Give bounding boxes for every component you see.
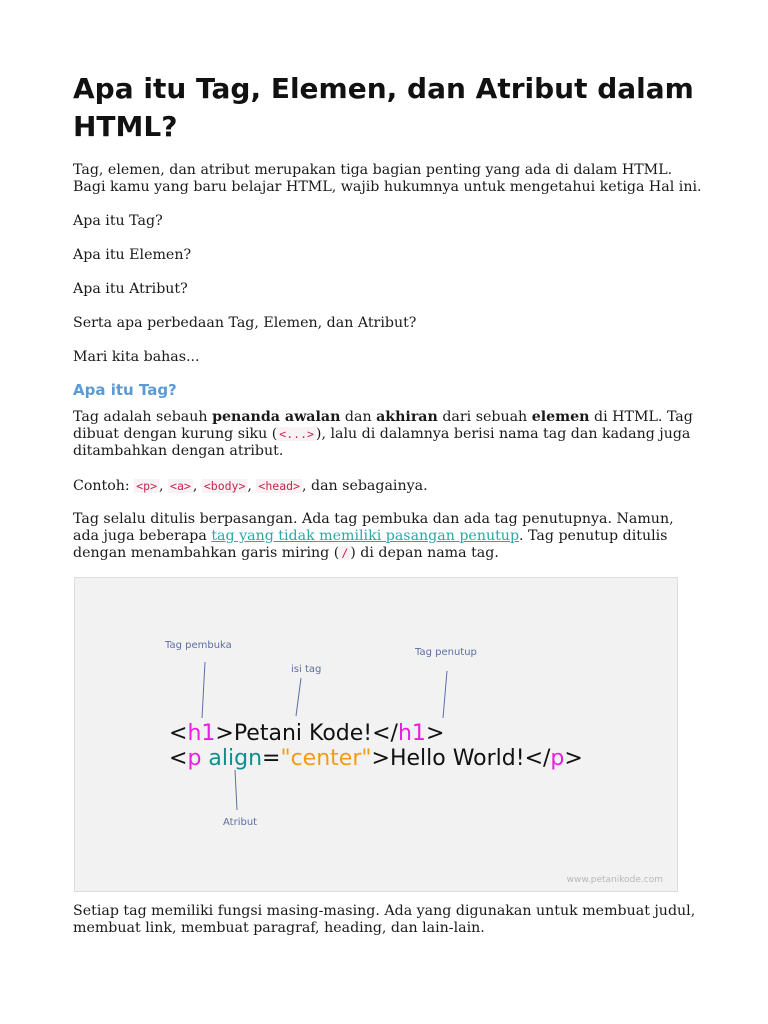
element-content: Petani Kode! (233, 721, 373, 746)
closing-angle-close: > (564, 746, 583, 771)
closing-tag-name-p: p (550, 746, 565, 771)
label-tag-penutup: Tag penutup (415, 647, 477, 658)
pair-paragraph (73, 511, 703, 562)
angle-close: > (371, 746, 390, 771)
question-tag: Apa itu Tag? (73, 213, 163, 229)
inline-code-a: <a> (170, 479, 191, 493)
code-line-h1 (169, 721, 444, 746)
inline-code: <...> (279, 427, 314, 441)
inline-code-head: <head> (258, 479, 300, 493)
closing-tag-name-h1: h1 (397, 721, 426, 746)
closing-angle-open: </ (372, 721, 398, 746)
text: di HTML. Tag dibuat dengan kurung siku ( (73, 409, 693, 442)
tag-diagram (75, 578, 679, 893)
bold-penanda-awalan: penanda awalan (212, 409, 341, 425)
lets-discuss: Mari kita bahas... (73, 349, 200, 365)
pointer-line-content (296, 678, 301, 716)
text: ), lalu di dalamnya berisi nama tag dan kadang juga ditambahkan dengan atribut. (73, 426, 691, 459)
equals-sign: = (262, 746, 281, 771)
separator: , (247, 478, 257, 494)
separator: , (192, 478, 202, 494)
outro-paragraph: Setiap tag memiliki fungsi masing-masing. Ada yang digunakan untuk membuat judul, membuat link, membuat paragraf, heading, dan lain-lain. (73, 903, 696, 936)
pointer-line-open (202, 662, 205, 718)
text: . Tag penutup ditulis dengan menambahkan garis miring ( (73, 528, 668, 561)
pointer-line-attr (235, 770, 237, 810)
text: , dan sebagainya. (301, 478, 428, 494)
tag-diagram-figure (74, 577, 678, 892)
attribute-name: align (208, 746, 263, 771)
text: Contoh: (73, 478, 135, 494)
angle-open: < (169, 721, 188, 746)
label-isi-tag: isi tag (291, 664, 322, 675)
watermark: www.petanikode.com (566, 875, 663, 885)
page-title: Apa itu Tag, Elemen, dan Atribut dalam HTML? (73, 72, 694, 143)
inline-code-slash: / (341, 546, 349, 560)
angle-close: > (215, 721, 234, 746)
inline-code-p: <p> (136, 479, 157, 493)
label-tag-pembuka: Tag pembuka (165, 640, 232, 651)
closing-angle-close: > (425, 721, 445, 746)
bold-akhiran: akhiran (376, 409, 438, 425)
element-content: Hello World! (389, 746, 525, 771)
tag-name-h1: h1 (187, 721, 216, 746)
question-elemen: Apa itu Elemen? (73, 247, 192, 263)
text: ) di depan nama tag. (350, 545, 499, 561)
attribute-value: "center" (280, 746, 372, 771)
separator: , (159, 478, 169, 494)
bold-elemen: elemen (531, 409, 590, 425)
section-heading: Apa itu Tag? (73, 381, 177, 399)
intro-paragraph: Tag, elemen, dan atribut merupakan tiga bagian penting yang ada di dalam HTML. Bagi kamu yang baru belajar HTML, wajib hukumnya untuk mengetahui ketiga Hal ini. (73, 162, 702, 195)
example-paragraph (73, 478, 703, 495)
question-atribut: Apa itu Atribut? (73, 281, 188, 297)
closing-angle-open: </ (524, 746, 551, 771)
question-perbedaan: Serta apa perbedaan Tag, Elemen, dan Atribut? (73, 315, 417, 331)
text: Tag selalu ditulis berpasangan. Ada tag pembuka dan ada tag penutupnya. Namun, ada juga beberapa (73, 511, 674, 544)
tag-name-p: p (187, 746, 202, 771)
unpaired-tags-link[interactable]: tag yang tidak memiliki pasangan penutup (211, 528, 520, 544)
angle-open: < (169, 746, 188, 771)
text: dari sebuah (437, 409, 532, 425)
text: dan (340, 409, 377, 425)
pointer-line-close (443, 671, 447, 718)
text: Tag adalah sebauh (73, 409, 213, 425)
inline-code-body: <body> (203, 479, 246, 493)
tag-definition-paragraph (73, 409, 703, 460)
space (201, 746, 208, 771)
label-atribut: Atribut (223, 817, 258, 828)
code-line-p (169, 746, 583, 771)
